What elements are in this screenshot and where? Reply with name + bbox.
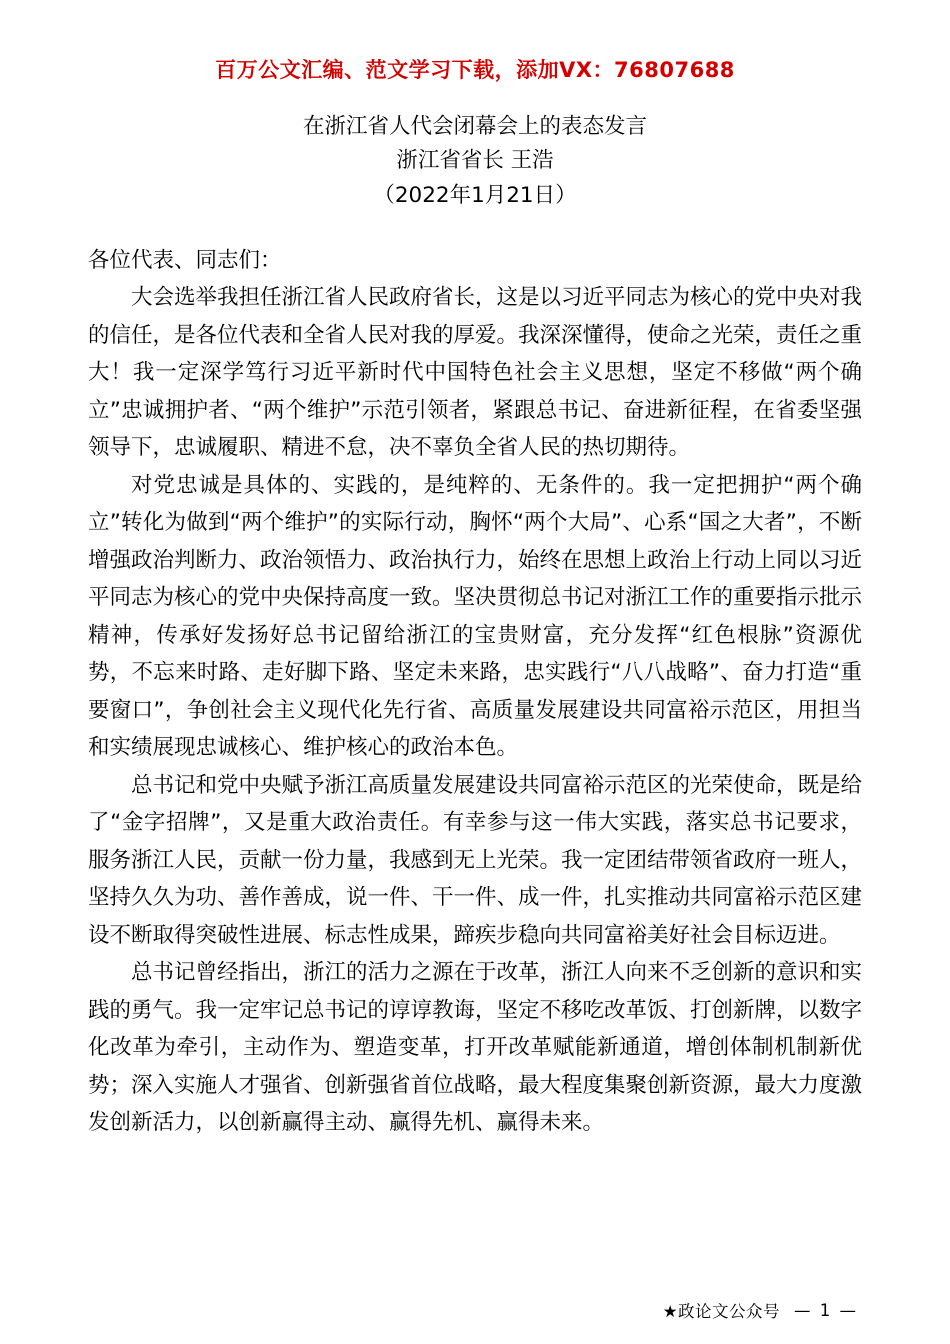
body-paragraph: 总书记和党中央赋予浙江高质量发展建设共同富裕示范区的光荣使命，既是给了“金字招牌”，又是重大政治责任。有幸参与这一伟大实践，落实总书记要求，服务浙江人民，贡献一份力量，我感到无上光荣。我一定团结带领省政府一班人，坚持久久为功、善作善成，说一件、干一件、成一件，扎实推动共同富裕示范区建设不断取得突破性进展、标志性成果，蹄疾步稳向共同富裕美好社会目标迈进。 bbox=[88, 772, 863, 948]
body-paragraph: 大会选举我担任浙江省人民政府省长，这是以习近平同志为核心的党中央对我的信任，是各位代表和全省人民对我的厚爱。我深深懂得，使命之光荣，责任之重大！我一定深学笃行习近平新时代中国特色社会主义思想，坚定不移做“两个确立”忠诚拥护者、“两个维护”示范引领者，紧跟总书记、奋进新征程，在省委坚强领导下，忠诚履职、精进不怠，决不辜负全省人民的热切期待。 bbox=[88, 285, 863, 460]
page-footer bbox=[0, 1298, 950, 1322]
body-paragraph: 总书记曾经指出，浙江的活力之源在于改革，浙江人向来不乏创新的意识和实践的勇气。我一定牢记总书记的谆谆教诲，坚定不移吃改革饭、打创新牌，以数字化改革为牵引，主动作为、塑造变革，打开改革赋能新通道，增创体制机制新优势；深入实施人才强省、创新强省首位战略，最大程度集聚创新资源，最大力度激发创新活力，以创新赢得主动、赢得先机、赢得未来。 bbox=[88, 960, 863, 1135]
page-title: 在浙江省人代会闭幕会上的表态发言 bbox=[302, 114, 647, 139]
page-number: — 1 — bbox=[794, 1300, 858, 1320]
footer-brand-mark: ★政论文公众号 bbox=[662, 1302, 780, 1321]
document-date: （2022年1月21日） bbox=[373, 183, 577, 208]
salutation: 各位代表、同志们： bbox=[88, 248, 282, 273]
body-paragraph: 对党忠诚是具体的、实践的，是纯粹的、无条件的。我一定把拥护“两个确立”转化为做到“两个维护”的实际行动，胸怀“两个大局”、心系“国之大者”，不断增强政治判断力、政治领悟力、政治执行力，始终在思想上政治上行动上同以习近平同志为核心的党中央保持高度一致。坚决贯彻总书记对浙江工作的重要指示批示精神，传承好发扬好总书记留给浙江的宝贵财富，充分发挥“红色根脉”资源优势，不忘来时路、走好脚下路、坚定未来路，忠实践行“八八战略”、奋力打造“重要窗口”，争创社会主义现代化先行省、高质量发展建设共同富裕示范区，用担当和实绩展现忠诚核心、维护核心的政治本色。 bbox=[88, 472, 863, 760]
promo-watermark-text: 百万公文汇编、范文学习下载，添加VX：76807688 bbox=[215, 58, 735, 82]
document-author: 浙江省省长 王浩 bbox=[396, 148, 554, 173]
